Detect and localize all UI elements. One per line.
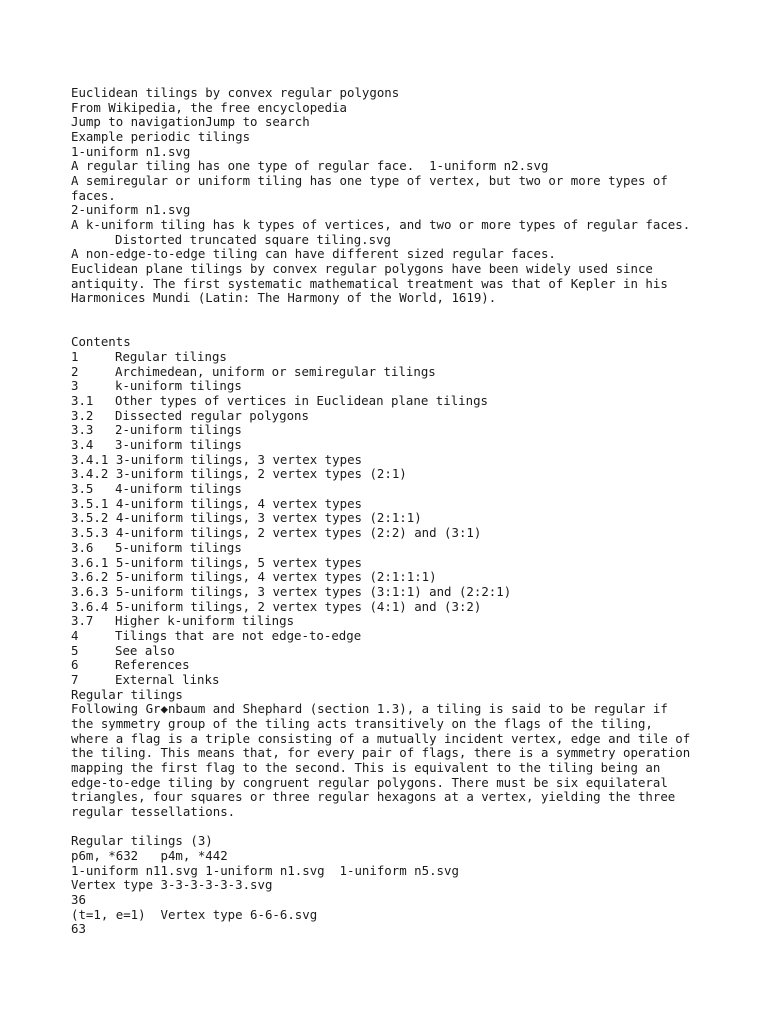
text-line: antiquity. The first systematic mathematical treatment was that of Kepler in his: [71, 275, 668, 291]
text-line: A regular tiling has one type of regular face. 1-uniform n2.svg: [71, 158, 549, 174]
toc-label[interactable]: 3-uniform tilings, 3 vertex types: [115, 451, 362, 467]
toc-label[interactable]: Tilings that are not edge-to-edge: [115, 627, 362, 643]
toc-item[interactable]: [71, 379, 761, 394]
paragraph-line: Following Gr◆nbaum and Shephard (section 1.3), a tiling is said to be regular if: [71, 701, 668, 717]
image-caption: 1-uniform n1.svg: [71, 143, 191, 159]
toc-label[interactable]: 5-uniform tilings: [115, 539, 242, 555]
text-line: A semiregular or uniform tiling has one type of vertex, but two or more types of: [71, 173, 668, 189]
article-title: Euclidean tilings by convex regular polygons: [71, 85, 400, 100]
toc-item[interactable]: [71, 600, 761, 615]
toc-label[interactable]: 5-uniform tilings, 3 vertex types (3:1:1) and (2:2:1): [115, 583, 512, 599]
toc-item[interactable]: [71, 438, 761, 453]
regular-tilings-table: [71, 834, 761, 937]
toc-label[interactable]: 4-uniform tilings, 3 vertex types (2:1:1): [115, 510, 422, 526]
table-of-contents: [71, 335, 761, 687]
toc-number: 3.5: [71, 481, 94, 497]
toc-label[interactable]: 3-uniform tilings: [115, 437, 242, 453]
example-heading: Example periodic tilings: [71, 129, 251, 145]
toc-item[interactable]: [71, 482, 761, 497]
text-line: faces.: [71, 187, 116, 203]
toc-number: 2: [71, 363, 79, 379]
toc-number: 3.6: [71, 539, 94, 555]
paragraph-line: triangles, four squares or three regular hexagons at a vertex, yielding the three: [71, 789, 676, 805]
image-caption: 2-uniform n1.svg: [71, 202, 191, 218]
toc-number: 3.4: [71, 437, 94, 453]
toc-item[interactable]: [71, 497, 761, 512]
toc-number: 3.5.3: [71, 525, 109, 541]
toc-label[interactable]: Dissected regular polygons: [115, 407, 309, 423]
paragraph-line: where a flag is a triple consisting of a mutually incident vertex, edge and tile of: [71, 730, 691, 746]
toc-number: 3.3: [71, 422, 94, 438]
paragraph-line: the symmetry group of the tiling acts transitively on the flags of the tiling,: [71, 715, 653, 731]
toc-number: 3.4.1: [71, 451, 109, 467]
toc-number: 4: [71, 627, 79, 643]
table-line: 36: [71, 891, 86, 907]
toc-number: 3.5.1: [71, 495, 109, 511]
toc-label[interactable]: 5-uniform tilings, 4 vertex types (2:1:1:1): [115, 569, 437, 585]
toc-number: 3.7: [71, 613, 94, 629]
jump-links[interactable]: Jump to navigationJump to search: [71, 114, 310, 130]
toc-item[interactable]: [71, 365, 761, 380]
paragraph-line: regular tessellations.: [71, 803, 236, 819]
table-caption: Regular tilings (3): [71, 833, 213, 849]
toc-label[interactable]: Other types of vertices in Euclidean plane tilings: [115, 393, 488, 409]
toc-label[interactable]: References: [115, 657, 190, 673]
contents-heading: Contents: [71, 334, 131, 350]
toc-number: 3.1: [71, 393, 94, 409]
toc-number: 3.6.1: [71, 554, 109, 570]
table-line: 63: [71, 921, 86, 937]
toc-list: [71, 350, 761, 687]
section-heading: Regular tilings: [71, 686, 183, 702]
toc-label[interactable]: 5-uniform tilings, 5 vertex types: [115, 554, 362, 570]
toc-number: 5: [71, 642, 79, 658]
toc-item[interactable]: [71, 526, 761, 541]
toc-label[interactable]: External links: [115, 671, 220, 687]
article-source: From Wikipedia, the free encyclopedia: [71, 99, 348, 115]
toc-number: 3.6.2: [71, 569, 109, 585]
toc-number: 1: [71, 349, 79, 365]
toc-item[interactable]: [71, 453, 761, 468]
table-line: (t=1, e=1) Vertex type 6-6-6.svg: [71, 906, 318, 922]
toc-item[interactable]: [71, 409, 761, 424]
toc-label[interactable]: 4-uniform tilings: [115, 481, 242, 497]
table-line: Vertex type 3-3-3-3-3-3.svg: [71, 877, 273, 893]
text-line: Euclidean plane tilings by convex regular polygons have been widely used since: [71, 261, 653, 277]
toc-item[interactable]: [71, 394, 761, 409]
toc-item[interactable]: [71, 423, 761, 438]
table-line: 1-uniform n11.svg 1-uniform n1.svg 1-uniform n5.svg: [71, 862, 459, 878]
toc-number: 3.5.2: [71, 510, 109, 526]
toc-item[interactable]: [71, 658, 761, 673]
toc-number: 3.6.4: [71, 598, 109, 614]
text-line: A k-uniform tiling has k types of vertices, and two or more types of regular faces.: [71, 217, 691, 233]
toc-label[interactable]: 4-uniform tilings, 2 vertex types (2:2) and (3:1): [115, 525, 482, 541]
image-caption: Distorted truncated square tiling.svg: [115, 231, 392, 247]
toc-label[interactable]: 5-uniform tilings, 2 vertex types (4:1) and (3:2): [115, 598, 482, 614]
toc-label[interactable]: k-uniform tilings: [115, 378, 242, 394]
toc-item[interactable]: [71, 350, 761, 365]
text-line: Harmonices Mundi (Latin: The Harmony of the World, 1619).: [71, 290, 497, 306]
toc-item[interactable]: [71, 541, 761, 556]
toc-item[interactable]: [71, 614, 761, 629]
toc-item[interactable]: [71, 556, 761, 571]
toc-item[interactable]: [71, 570, 761, 585]
paragraph-line: the tiling. This means that, for every pair of flags, there is a symmetry operation: [71, 745, 691, 761]
toc-number: 7: [71, 671, 79, 687]
toc-label[interactable]: 2-uniform tilings: [115, 422, 242, 438]
toc-label[interactable]: Archimedean, uniform or semiregular tilings: [115, 363, 436, 379]
toc-number: 3.2: [71, 407, 94, 423]
toc-label[interactable]: Regular tilings: [115, 349, 227, 365]
toc-number: 3: [71, 378, 79, 394]
toc-item[interactable]: [71, 673, 761, 688]
toc-number: 6: [71, 657, 79, 673]
document-page: [71, 86, 761, 937]
table-line: p6m, *632 p4m, *442: [71, 847, 228, 863]
toc-label[interactable]: See also: [115, 642, 175, 658]
regular-tilings-section: [71, 688, 761, 820]
paragraph-line: mapping the first flag to the second. This is equivalent to the tiling being an: [71, 759, 661, 775]
toc-number: 3.4.2: [71, 466, 109, 482]
toc-item[interactable]: [71, 629, 761, 644]
toc-label[interactable]: Higher k-uniform tilings: [115, 613, 295, 629]
toc-number: 3.6.3: [71, 583, 109, 599]
paragraph-line: edge-to-edge tiling by congruent regular polygons. There must be six equilateral: [71, 774, 668, 790]
toc-label[interactable]: 4-uniform tilings, 4 vertex types: [115, 495, 362, 511]
toc-item[interactable]: [71, 467, 761, 482]
intro-block: [71, 86, 761, 306]
text-line: A non-edge-to-edge tiling can have different sized regular faces.: [71, 246, 556, 262]
toc-label[interactable]: 3-uniform tilings, 2 vertex types (2:1): [115, 466, 407, 482]
toc-item[interactable]: [71, 585, 761, 600]
toc-item[interactable]: [71, 644, 761, 659]
toc-item[interactable]: [71, 511, 761, 526]
